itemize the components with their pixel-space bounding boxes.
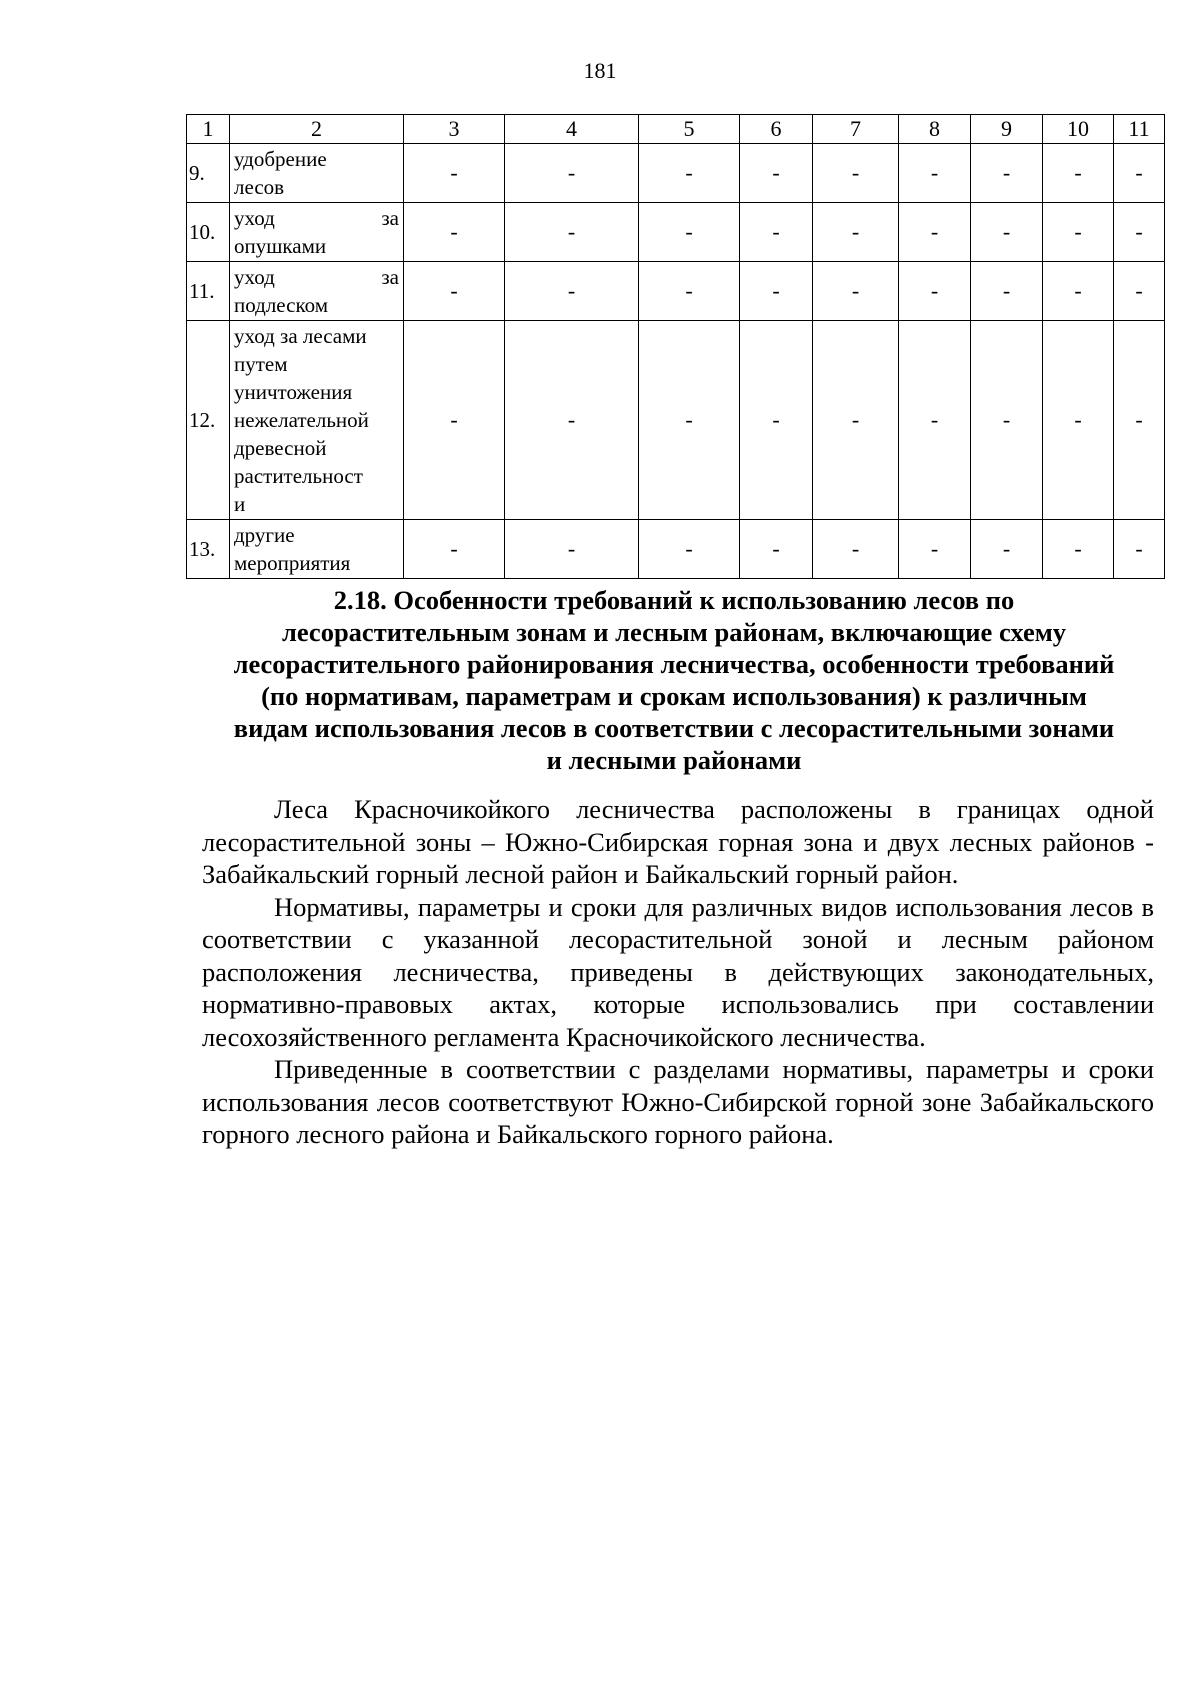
value-cell: - (639, 262, 740, 321)
value-cell: - (740, 321, 813, 520)
value-cell: - (404, 262, 505, 321)
value-cell: - (971, 203, 1043, 262)
value-cell: - (404, 520, 505, 579)
row-name-line: подлеском (234, 293, 328, 317)
table-header-row (187, 115, 1165, 144)
value-cell: - (740, 520, 813, 579)
row-name-word: за (381, 206, 399, 230)
row-name-word: уход (234, 206, 275, 230)
table-row (187, 520, 1165, 579)
value-cell: - (813, 321, 899, 520)
value-cell: - (1043, 144, 1114, 203)
row-name-line (234, 204, 399, 232)
value-cell: - (813, 520, 899, 579)
row-number: 10. (187, 203, 230, 262)
row-number: 13. (187, 520, 230, 579)
value-cell: - (1043, 262, 1114, 321)
value-cell: - (971, 144, 1043, 203)
value-cell: - (740, 144, 813, 203)
table-row (187, 144, 1165, 203)
value-cell: - (1114, 203, 1165, 262)
value-cell: - (1043, 203, 1114, 262)
value-cell: - (971, 321, 1043, 520)
value-cell: - (505, 262, 639, 321)
heading-line: видам использования лесов в соответствии с лесорастительными зонами (233, 713, 1115, 743)
row-name-line: уход за лесами (234, 324, 367, 348)
row-name (230, 262, 404, 321)
table-row (187, 203, 1165, 262)
header-cell: 7 (813, 115, 899, 144)
header-cell: 5 (639, 115, 740, 144)
paragraph: Приведенные в соответствии с разделами нормативы, параметры и сроки использования лесов соответствуют Южно-Сибирской горной зоне Забайкальского горного лесного района и Байкальского горного района. (202, 1054, 1154, 1149)
row-name-word: уход (234, 265, 275, 289)
row-name (230, 203, 404, 262)
row-name (230, 144, 404, 203)
header-cell: 2 (230, 115, 404, 144)
row-name-line: лесов (234, 175, 285, 199)
table-body (187, 115, 1165, 579)
header-cell: 11 (1114, 115, 1165, 144)
table-row (187, 262, 1165, 321)
heading-line: лесорастительного районирования лесничества, особенности требований (233, 649, 1115, 679)
value-cell: - (1043, 520, 1114, 579)
value-cell: - (1114, 144, 1165, 203)
value-cell: - (740, 262, 813, 321)
value-cell: - (813, 262, 899, 321)
value-cell: - (899, 520, 971, 579)
value-cell: - (505, 520, 639, 579)
row-name-line: опушками (234, 234, 327, 258)
value-cell: - (404, 144, 505, 203)
value-cell: - (971, 520, 1043, 579)
value-cell: - (639, 144, 740, 203)
value-cell: - (505, 144, 639, 203)
value-cell: - (639, 321, 740, 520)
value-cell: - (899, 144, 971, 203)
value-cell: - (813, 203, 899, 262)
page-number: 181 (583, 58, 617, 83)
row-name-line: растительност (234, 464, 363, 488)
row-name-line: и (234, 492, 246, 516)
value-cell: - (899, 203, 971, 262)
value-cell: - (899, 321, 971, 520)
row-number: 11. (187, 262, 230, 321)
header-cell: 4 (505, 115, 639, 144)
row-name-line: уничтожения (234, 380, 353, 404)
section-heading (190, 584, 1158, 776)
measures-table (186, 114, 1165, 579)
row-name-line: нежелательной (234, 408, 369, 432)
heading-line: и лесными районами (546, 745, 802, 775)
header-cell: 6 (740, 115, 813, 144)
header-cell: 8 (899, 115, 971, 144)
header-cell: 3 (404, 115, 505, 144)
value-cell: - (740, 203, 813, 262)
row-name-line: древесной (234, 436, 327, 460)
row-name-word: за (381, 265, 399, 289)
value-cell: - (1114, 520, 1165, 579)
body-text (202, 793, 1154, 1151)
row-name (230, 321, 404, 520)
value-cell: - (1043, 321, 1114, 520)
table-row (187, 321, 1165, 520)
value-cell: - (639, 203, 740, 262)
row-number: 12. (187, 321, 230, 520)
value-cell: - (505, 321, 639, 520)
value-cell: - (899, 262, 971, 321)
value-cell: - (639, 520, 740, 579)
value-cell: - (505, 203, 639, 262)
row-name-line (234, 263, 399, 291)
value-cell: - (404, 321, 505, 520)
header-cell: 9 (971, 115, 1043, 144)
paragraph: Нормативы, параметры и сроки для различных видов использования лесов в соответствии с указанной лесорастительной зоной и лесным районом расположения лесничества, приведены в действующих законодательных, нормативно-правовых актах, которые использовались при составлении лесохозяйственного регламента Красночикойского лесничества. (202, 891, 1154, 1052)
row-number: 9. (187, 144, 230, 203)
row-name-line: мероприятия (234, 551, 351, 575)
row-name-line: удобрение (234, 147, 327, 171)
row-name-line: путем (234, 352, 288, 376)
header-cell: 10 (1043, 115, 1114, 144)
value-cell: - (1114, 321, 1165, 520)
paragraph: Леса Красночикойкого лесничества расположены в границах одной лесорастительной зоны – Южно-Сибирская горная зона и двух лесных районов - Забайкальский горный лесной район и Байкальский горный район. (202, 794, 1154, 889)
heading-line: (по нормативам, параметрам и срокам использования) к различным (261, 681, 1087, 711)
value-cell: - (971, 262, 1043, 321)
value-cell: - (813, 144, 899, 203)
row-name-line: другие (234, 523, 295, 547)
heading-line: лесорастительным зонам и лесным районам, включающие схему (281, 617, 1067, 647)
value-cell: - (404, 203, 505, 262)
row-name (230, 520, 404, 579)
header-cell: 1 (187, 115, 230, 144)
heading-line: 2.18. Особенности требований к использованию лесов по (333, 585, 1015, 615)
value-cell: - (1114, 262, 1165, 321)
